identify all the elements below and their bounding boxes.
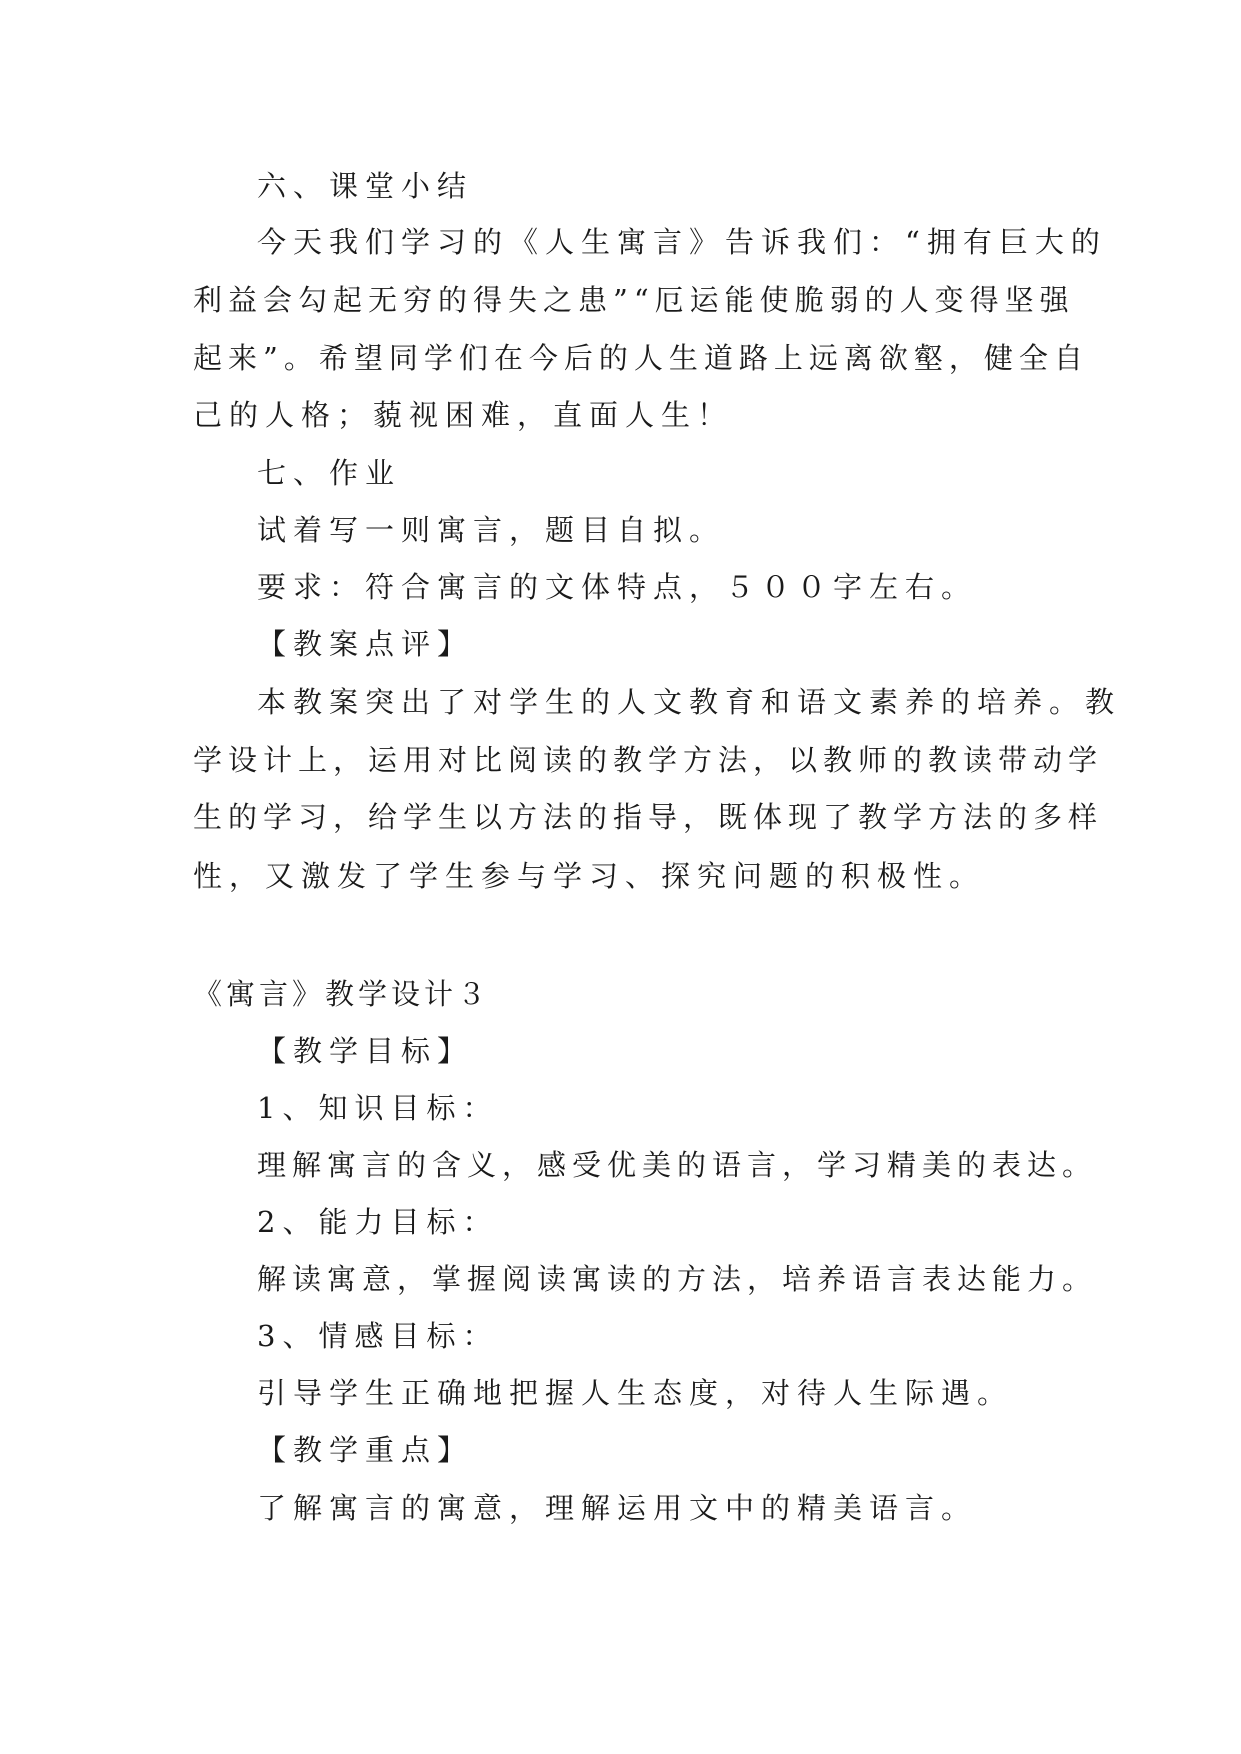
- summary-line-4: 己的人格；藐视困难，直面人生！: [193, 398, 734, 432]
- goal-1-text: 理解寓言的含义，感受优美的语言，学习精美的表达。: [257, 1148, 1098, 1182]
- summary-line-1: 今天我们学习的《人生寓言》告诉我们：“拥有巨大的: [257, 225, 1107, 259]
- review-heading: 【教案点评】: [257, 627, 474, 661]
- review-line-2: 学设计上，运用对比阅读的教学方法，以教师的教读带动学: [193, 743, 1104, 777]
- homework-requirement: 要求：符合寓言的文体特点，５００字左右。: [257, 570, 978, 604]
- goal-1-label: 1、知识目标：: [257, 1091, 499, 1125]
- review-line-4: 性，又激发了学生参与学习、探究问题的积极性。: [193, 859, 986, 893]
- section-seven-heading: 七、作业: [257, 456, 402, 490]
- review-line-1: 本教案突出了对学生的人文教育和语文素养的培养。教: [257, 685, 1122, 719]
- goal-3-label: 3、情感目标：: [257, 1319, 499, 1353]
- teaching-focus-heading: 【教学重点】: [257, 1433, 474, 1467]
- goal-2-label: 2、能力目标：: [257, 1205, 499, 1239]
- summary-line-2: 利益会勾起无穷的得失之患”“厄运能使脆弱的人变得坚强: [193, 283, 1075, 317]
- review-line-3: 生的学习，给学生以方法的指导，既体现了教学方法的多样: [193, 800, 1104, 834]
- goal-3-text: 引导学生正确地把握人生态度，对待人生际遇。: [257, 1376, 1014, 1410]
- goal-2-text: 解读寓意，掌握阅读寓读的方法，培养语言表达能力。: [257, 1262, 1098, 1296]
- summary-line-3: 起来”。希望同学们在今后的人生道路上远离欲壑，健全自: [193, 341, 1089, 375]
- design-3-title: 《寓言》教学设计３: [193, 977, 491, 1011]
- homework-task: 试着写一则寓言，题目自拟。: [257, 513, 726, 547]
- teaching-goals-heading: 【教学目标】: [257, 1034, 474, 1068]
- teaching-focus-text: 了解寓言的寓意，理解运用文中的精美语言。: [257, 1491, 978, 1525]
- section-six-heading: 六、课堂小结: [257, 169, 474, 203]
